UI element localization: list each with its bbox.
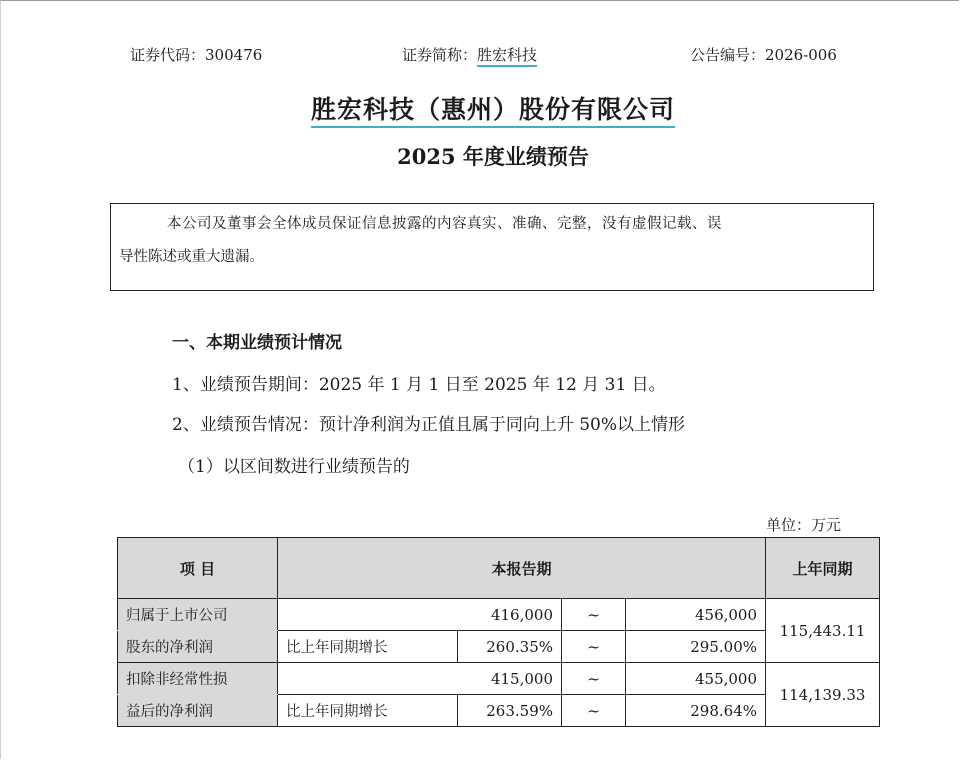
forecast-period: 1、业绩预告期间：2025 年 1 月 1 日至 2025 年 12 月 31 日。 [172,375,666,395]
row1-item-line2: 股东的净利润 [118,631,278,663]
row2-growth-high: 298.64% [626,695,766,727]
row1-prev: 115,443.11 [766,599,880,663]
table-header-row [118,538,880,599]
forecast-situation: 2、业绩预告情况：预计净利润为正值且属于同向上升 50%以上情形 [172,415,686,435]
row2-low: 415,000 [278,663,562,695]
table-row [118,631,880,663]
stock-abbr-link[interactable]: 胜宏科技 [477,46,537,67]
forecast-table [117,537,880,727]
row2-prev: 114,139.33 [766,663,880,727]
table-row [118,599,880,631]
header-prior-period: 上年同期 [766,538,880,599]
table-row [118,663,880,695]
row1-tilde: ~ [562,599,626,631]
disclaimer-line-1: 本公司及董事会全体成员保证信息披露的内容真实、准确、完整，没有虚假记载、误 [167,216,722,232]
stock-abbr: 证券简称：胜宏科技 [402,44,537,65]
row1-growth-label: 比上年同期增长 [278,631,458,663]
row2-growth-low: 263.59% [458,695,562,727]
company-title [0,90,960,126]
row2-tilde: ~ [562,663,626,695]
row1-high: 456,000 [626,599,766,631]
row1-growth-tilde: ~ [562,631,626,663]
row1-growth-high: 295.00% [626,631,766,663]
row2-growth-tilde: ~ [562,695,626,727]
row1-growth-low: 260.35% [458,631,562,663]
disclaimer-line-2: 导性陈述或重大遗漏。 [119,249,264,265]
row1-item-line1: 归属于上市公司 [118,599,278,631]
forecast-type: （1）以区间数进行业绩预告的 [178,457,410,477]
row1-low: 416,000 [278,599,562,631]
row2-item-line2: 益后的净利润 [118,695,278,727]
disclaimer-box [110,203,874,291]
row2-item-line1: 扣除非经常性损 [118,663,278,695]
section-title: 一、本期业绩预计情况 [172,333,342,353]
company-title-link[interactable]: 胜宏科技（惠州）股份有限公司 [311,95,675,128]
table-row [118,695,880,727]
row2-growth-label: 比上年同期增长 [278,695,458,727]
row2-high: 455,000 [626,663,766,695]
header-item: 项 目 [118,538,278,599]
unit-label: 单位：万元 [766,516,842,534]
stock-code: 证券代码：300476 [130,46,263,64]
notice-number: 公告编号：2026-006 [690,46,837,64]
report-subtitle: 2025 年度业绩预告 [397,144,589,169]
header-current-period: 本报告期 [278,538,766,599]
